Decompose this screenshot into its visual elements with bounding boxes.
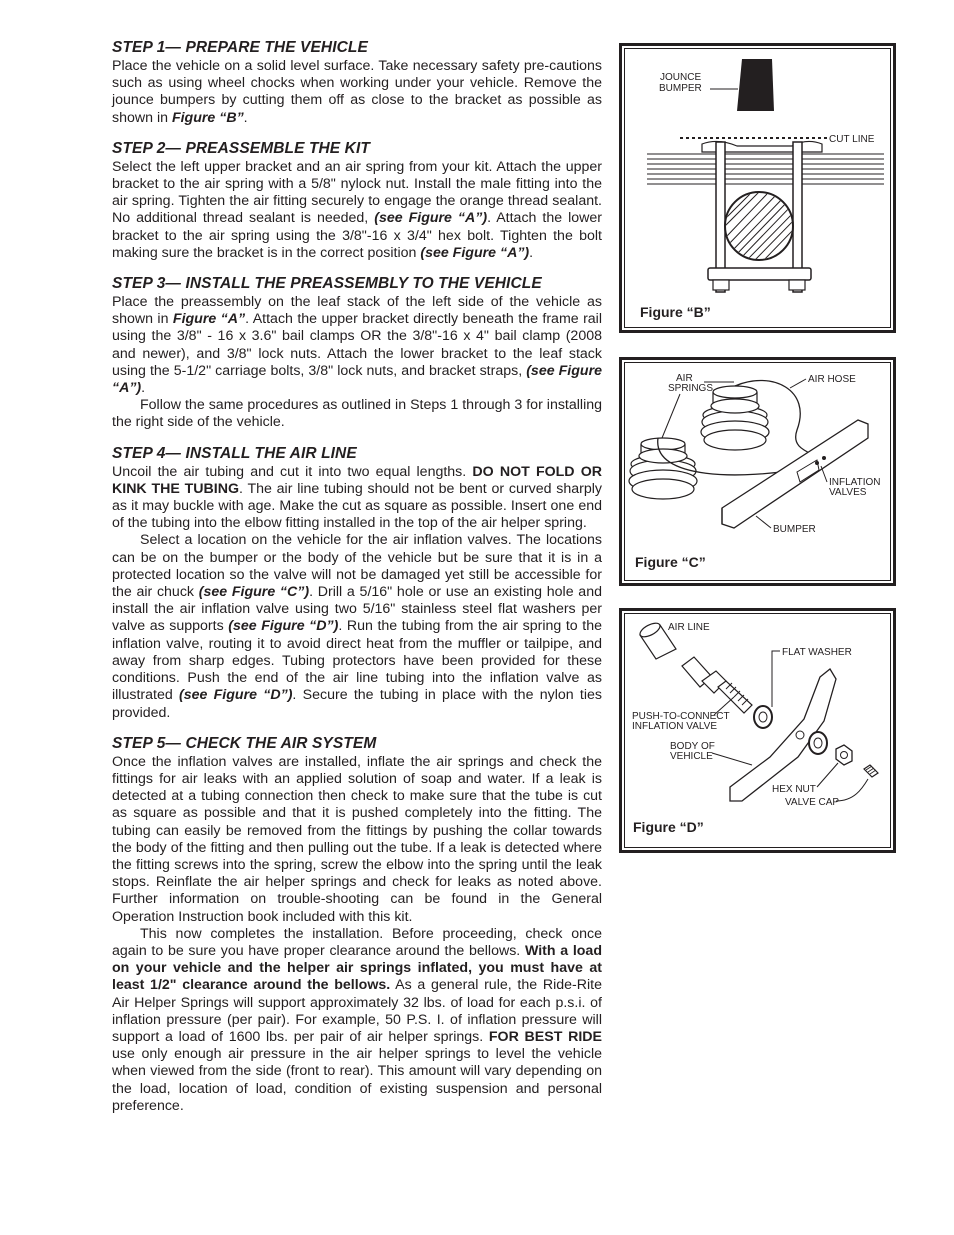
svg-text:INFLATION VALVE: INFLATION VALVE <box>632 721 718 732</box>
step-paragraph <box>112 532 602 721</box>
instructions-column <box>112 38 602 1127</box>
air-springs-bumper-diagram <box>622 360 893 583</box>
step-paragraph <box>112 159 602 262</box>
emphasis-text: FOR BEST RIDE <box>488 1028 602 1045</box>
inflation-valve-diagram <box>622 611 893 850</box>
step-paragraph <box>112 464 602 533</box>
label-cut-line: CUT LINE <box>829 134 875 145</box>
svg-text:VEHICLE: VEHICLE <box>670 751 713 762</box>
label-air-hose: AIR HOSE <box>808 374 856 385</box>
emphasis-text: (see Figure “A”) <box>374 210 488 227</box>
step-paragraph <box>112 58 602 127</box>
label-air-line: AIR LINE <box>668 622 710 633</box>
body-text: . <box>141 380 146 397</box>
emphasis-text: Figure “B” <box>171 109 244 126</box>
body-text: . Attach the lower bracket to the air spring using the 3/8"-16 x 3/4" hex bolt. Tighten the bolt making sure the bracket is in the correct position <box>112 210 602 261</box>
step-paragraph <box>112 294 602 397</box>
figure-b <box>619 43 896 333</box>
body-text: Once the inflation valves are installed, inflate the air springs and check the fittings for air leaks with an applied solution of soap and water. If a leak is detected at a tubing connection then check to make sure that the tube is cut as square as possible and that it is pushed completely into the fitting. The tubing can easily be removed from the fittings by pushing the collar towards the body of the fitting and then pulling out the tube. If a leak is detected where the fitting screws into the spring, screw the elbow into the spring until the leak stops. Reinflate the air helper springs and check for leaks as noted above. Further information on trouble-shooting can be found in the General Operation Instruction book included with this kit. <box>112 753 602 925</box>
figure-d <box>619 608 896 853</box>
svg-text:VALVES: VALVES <box>829 487 867 498</box>
body-text: . Run the tubing from the air spring to the inflation valve, routing it to avoid direct heat from the muffler or tailpipe, and away from sharp edges. Tubing protectors have been provided for these conditions. Push the end of the air line tubing into the inflation valve as illustrated <box>112 618 602 704</box>
step-heading: STEP 5— CHECK THE AIR SYSTEM <box>112 734 377 752</box>
step-section <box>112 274 602 432</box>
emphasis-text: (see Figure “C”) <box>198 584 310 601</box>
body-text: As a general rule, the Ride-Rite Air Helper Springs will support approximately 32 lbs. of load for each p.s.i. of inflation pressure (per pair). For example, 50 P.S. I. of inflation pressure will support a load of 1600 lbs. per pair of air helper springs. <box>112 977 602 1045</box>
figure-c-caption: Figure “C” <box>635 554 706 570</box>
body-text: Select a location on the vehicle for the air inflation valves. The locations can be on the bumper or the body of the vehicle but be sure that it is in a protected location so the valve will not be damaged yet still be accessible for the air chuck <box>112 532 602 601</box>
label-bumper: BUMPER <box>659 83 702 94</box>
step-heading: STEP 3— INSTALL THE PREASSEMBLY TO THE VEHICLE <box>112 275 542 293</box>
step-section <box>112 444 602 722</box>
step-paragraph <box>112 926 602 1115</box>
body-text: . Attach the upper bracket directly beneath the frame rail using the 3/8" - 16 x 3.6" bail clamps OR the 3/8"-16 x 4" bail clamp (2008 and newer), and 3/8" lock nuts. Attach the lower bracket to the leaf stack using the 5-1/2" carriage bolts, 3/8" lock nuts, and bracket straps, <box>112 311 602 379</box>
leaf-stack <box>647 154 884 184</box>
body-text: Place the vehicle on a solid level surface. Take necessary safety pre-cautions such as using wheel chocks when working under your vehicle. Remove the jounce bumpers by cutting them off as close to the bracket as possible as shown in <box>112 58 602 126</box>
body-text: Select the left upper bracket and an air spring from your kit. Attach the upper bracket to the air spring with a 5/8" nylock nut. Install the male fitting into the air spring. Tighten the air fitting securely to engage the orange thread sealant. No additional thread sealant is needed, <box>112 158 602 227</box>
figure-d-caption: Figure “D” <box>633 819 704 835</box>
label-push-to-connect: PUSH-TO-CONNECT <box>632 711 730 722</box>
emphasis-text: With a load on your vehicle and the helper air springs inflated, you must have at least 1/2" clearance around the bellows. <box>112 942 602 994</box>
label-bumper: BUMPER <box>773 524 816 535</box>
emphasis-text: (see Figure “D”) <box>228 618 339 635</box>
body-text: . The air line tubing should not be bent or curved sharply as it may buckle with age. Make the cut as square as possible. Insert one end of the tubing into the elbow fitting installed in the top of the air helper spring. <box>112 480 602 532</box>
step-section <box>112 38 602 127</box>
step-heading: STEP 4— INSTALL THE AIR LINE <box>112 444 357 462</box>
label-valve-cap: VALVE CAP <box>785 797 840 808</box>
svg-text:AIR: AIR <box>676 373 693 384</box>
label-jounce: JOUNCE <box>660 72 702 83</box>
emphasis-text: DO NOT FOLD OR KINK THE TUBING <box>112 463 602 497</box>
emphasis-text: (see Figure “A”) <box>420 244 530 261</box>
step-heading: STEP 2— PREASSEMBLE THE KIT <box>112 139 370 157</box>
body-text: . Secure the tubing in place with the nylon ties provided. <box>112 687 602 721</box>
label-inflation-valves: INFLATION <box>829 477 881 488</box>
air-spring-lower <box>629 438 697 499</box>
step-heading: STEP 1— PREPARE THE VEHICLE <box>112 39 368 56</box>
label-flat-washer: FLAT WASHER <box>782 647 852 658</box>
body-text: Place the preassembly on the leaf stack of the left side of the vehicle as shown in <box>112 294 602 328</box>
step-section <box>112 139 602 262</box>
label-body-of-vehicle: BODY OF <box>670 741 715 752</box>
emphasis-text: (see Figure “D”) <box>178 687 293 704</box>
body-text: use only enough air pressure in the air helper springs to level the vehicle when viewed from the side (front to rear). This amount will vary depending on the load, location of load, condition of existing suspension and personal preference. <box>112 1046 602 1114</box>
figure-c <box>619 357 896 586</box>
step-paragraph <box>112 397 602 431</box>
step-section <box>112 734 602 1115</box>
body-text: This now completes the installation. Before proceeding, check once again to be sure you have proper clearance around the bellows. <box>112 925 602 959</box>
step-paragraph <box>112 754 602 926</box>
body-text: Follow the same procedures as outlined in Steps 1 through 3 for installing the right side of the vehicle. <box>112 397 602 431</box>
figure-b-caption: Figure “B” <box>640 304 711 320</box>
body-text: Uncoil the air tubing and cut it into two equal lengths. <box>112 463 473 480</box>
svg-text:SPRINGS: SPRINGS <box>668 383 714 394</box>
body-text: . <box>529 244 534 261</box>
emphasis-text: Figure “A” <box>172 311 246 328</box>
jounce-bumper-diagram <box>622 46 893 330</box>
air-spring-upper <box>701 386 769 450</box>
body-text: . <box>243 109 248 126</box>
label-hex-nut: HEX NUT <box>772 784 816 795</box>
jounce-bumper-shape <box>737 59 774 111</box>
body-text: . Drill a 5/16" hole or use an existing hole and install the air inflation valve using two 5/16" stainless steel flat washers per valve as supports <box>112 584 602 635</box>
emphasis-text: (see Figure “A”) <box>112 362 602 397</box>
